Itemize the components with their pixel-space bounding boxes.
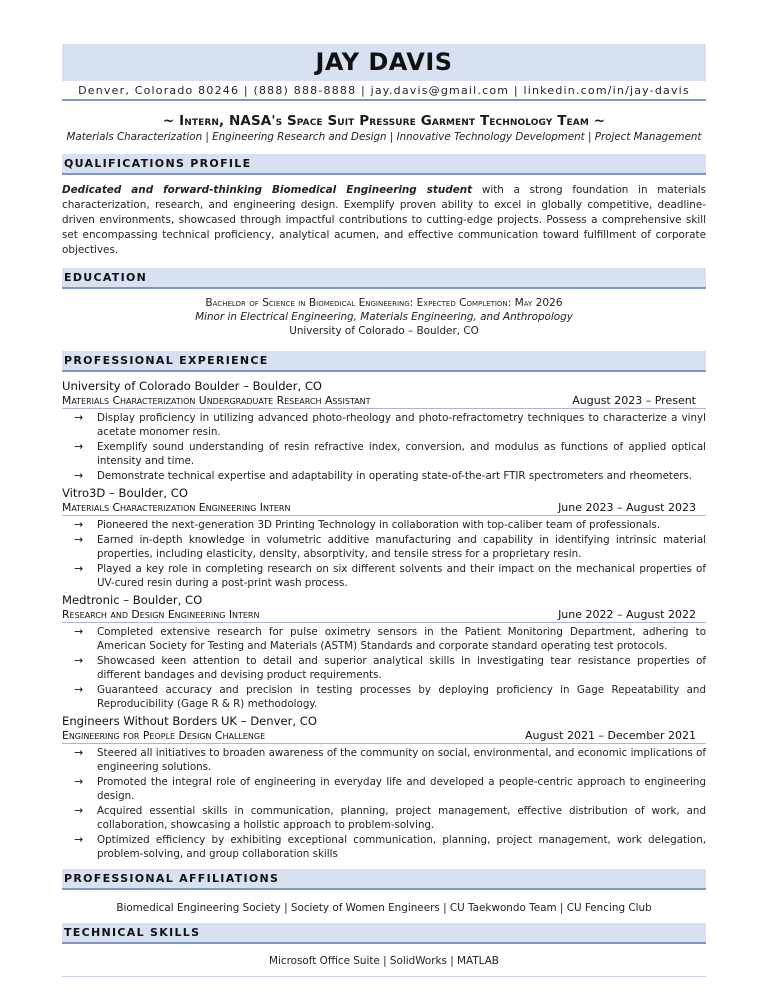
bullet-item <box>62 746 706 774</box>
arrow-right-icon: → <box>74 746 84 760</box>
arrow-right-icon: → <box>74 832 84 846</box>
job-title: Engineering for People Design Challenge <box>62 729 266 743</box>
role-line <box>62 729 706 744</box>
arrow-right-icon: → <box>74 411 84 424</box>
employer: Vitro3D – Boulder, CO <box>62 486 188 501</box>
bullet-text: Played a key role in completing research on six different solvents and their impact on the mechanical properties of UV-cured resin during a post-print wash process. <box>97 562 706 589</box>
arrow-right-icon: → <box>74 804 84 818</box>
job-dates: August 2023 – Present <box>572 394 696 407</box>
candidate-name: JAY DAVIS <box>62 44 706 81</box>
education-block <box>62 296 706 338</box>
target-position: ~ Intern, NASA's Space Suit Pressure Garment Technology Team ~ <box>162 113 606 129</box>
bullet-text: Earned in-depth knowledge in volumetric additive manufacturing and capability in identifying intrinsic material properties, including elasticity, density, absorptivity, and tensile stress for a proprietary resin. <box>97 533 706 560</box>
bullet-list <box>62 746 706 861</box>
bullet-item <box>62 775 706 803</box>
skills-list: Microsoft Office Suite | SolidWorks | MATLAB <box>269 955 499 968</box>
job-entry <box>62 486 706 590</box>
bullet-item <box>62 411 706 439</box>
arrow-right-icon: → <box>74 775 84 789</box>
arrow-right-icon: → <box>74 518 84 532</box>
section-heading-education: EDUCATION <box>62 268 706 289</box>
bullet-item <box>62 533 706 561</box>
arrow-right-icon: → <box>74 439 84 453</box>
minor: Minor in Electrical Engineering, Materials Engineering, and Anthropology <box>195 311 573 323</box>
bullet-item <box>62 683 706 711</box>
experience-list <box>62 379 706 861</box>
employer: University of Colorado Boulder – Boulder, CO <box>62 379 323 393</box>
role-line <box>62 608 706 623</box>
section-heading-experience: PROFESSIONAL EXPERIENCE <box>62 351 706 372</box>
employer: Medtronic – Boulder, CO <box>62 593 203 608</box>
bullet-item <box>62 562 706 590</box>
contact-line: Denver, Colorado 80246 | (888) 888-8888 | jay.davis@gmail.com | linkedin.com/in/jay-davis <box>62 84 706 101</box>
bullet-text: Exemplify sound understanding of resin refractive index, conversion, and modulus as functions of applied optical intensity and time. <box>97 440 706 468</box>
arrow-right-icon: → <box>74 532 84 546</box>
bottom-divider <box>62 976 706 977</box>
summary-lead: Dedicated and forward-thinking Biomedical Engineering student <box>62 184 473 196</box>
arrow-right-icon: → <box>74 682 84 696</box>
role-line <box>62 394 706 409</box>
bullet-item <box>62 804 706 832</box>
bullet-text: Pioneered the next-generation 3D Printing Technology in collaboration with top-caliber team of professionals. <box>97 519 661 532</box>
arrow-right-icon: → <box>74 561 84 575</box>
job-title: Materials Characterization Undergraduate Research Assistant <box>62 394 371 407</box>
summary-body: with a strong foundation in materials characterization, research, and engineering design. Exemplify proven ability to excel in globally competitive, deadline-driven environments, showcased through impactful contributions to cutting-edge projects. Possess a comprehensive skill set encompassing technical proficiency, analytical acumen, and effective communication toward fulfillment of corporate objectives. <box>62 184 706 256</box>
job-entry <box>62 379 706 483</box>
bullet-text: Guaranteed accuracy and precision in testing processes by deploying proficiency in Gage Repeatability and Reproducibility (Gage R & R) methodology. <box>97 683 706 711</box>
job-dates: June 2023 – August 2023 <box>558 501 696 515</box>
school: University of Colorado – Boulder, CO <box>289 325 479 337</box>
bullet-list <box>62 518 706 590</box>
bullet-text: Completed extensive research for pulse oximetry sensors in the Patient Monitoring Department, adhering to American Society for Testing and Materials (ASTM) Standards and corporate standard operating test protocols. <box>97 626 706 653</box>
employer: Engineers Without Borders UK – Denver, CO <box>62 714 317 729</box>
bullet-text: Showcased keen attention to detail and superior analytical skills in investigating tear resistance properties of different bandages and devising product requirements. <box>97 654 706 682</box>
job-title: Materials Characterization Engineering Intern <box>62 501 291 515</box>
bullet-text: Promoted the integral role of engineering in everyday life and developed a people-centric approach to engineering design. <box>97 776 706 803</box>
role-line <box>62 501 706 516</box>
bullet-item <box>62 654 706 682</box>
bullet-text: Optimized efficiency by exhibiting exceptional communication, planning, project management, work delegation, problem-solving, and group collaboration skills <box>97 833 706 861</box>
section-heading-skills: TECHNICAL SKILLS <box>62 923 706 944</box>
degree: Bachelor of Science in Biomedical Engineering: Expected Completion: May 2026 <box>205 297 563 309</box>
job-dates: August 2021 – December 2021 <box>524 729 696 743</box>
affiliations-list: Biomedical Engineering Society | Society of Women Engineers | CU Taekwondo Team | CU Fencing Club <box>116 902 652 915</box>
job-title: Research and Design Engineering Intern <box>62 608 260 622</box>
bullet-item <box>62 440 706 468</box>
bullet-item <box>62 833 706 861</box>
bullet-item <box>62 518 706 532</box>
section-heading-qualifications: QUALIFICATIONS PROFILE <box>62 154 706 175</box>
bullet-text: Display proficiency in utilizing advanced photo-rheology and photo-refractometry techniques to characterize a vinyl acetate monomer resin. <box>97 412 706 439</box>
section-heading-affiliations: PROFESSIONAL AFFILIATIONS <box>62 869 706 890</box>
job-entry <box>62 593 706 711</box>
bullet-list <box>62 625 706 711</box>
resume-page <box>62 44 706 977</box>
bullet-text: Demonstrate technical expertise and adaptability in operating state-of-the-art FTIR spectrometers and rheometers. <box>97 469 693 482</box>
arrow-right-icon: → <box>74 468 84 482</box>
bullet-item <box>62 625 706 653</box>
arrow-right-icon: → <box>74 653 84 667</box>
job-entry <box>62 714 706 861</box>
job-dates: June 2022 – August 2022 <box>558 608 696 622</box>
bullet-text: Acquired essential skills in communication, planning, project management, effective distribution of work, and collaboration, showcasing a holistic approach to problem-solving. <box>97 805 706 832</box>
bullet-list <box>62 411 706 483</box>
arrow-right-icon: → <box>74 625 84 639</box>
target-keywords: Materials Characterization | Engineering Research and Design | Innovative Technology Development | Project Management <box>66 131 702 143</box>
bullet-text: Steered all initiatives to broaden awareness of the community on social, environmental, and economic implications of engineering solutions. <box>97 747 706 774</box>
qualifications-summary <box>62 183 706 258</box>
bullet-item <box>62 469 706 483</box>
